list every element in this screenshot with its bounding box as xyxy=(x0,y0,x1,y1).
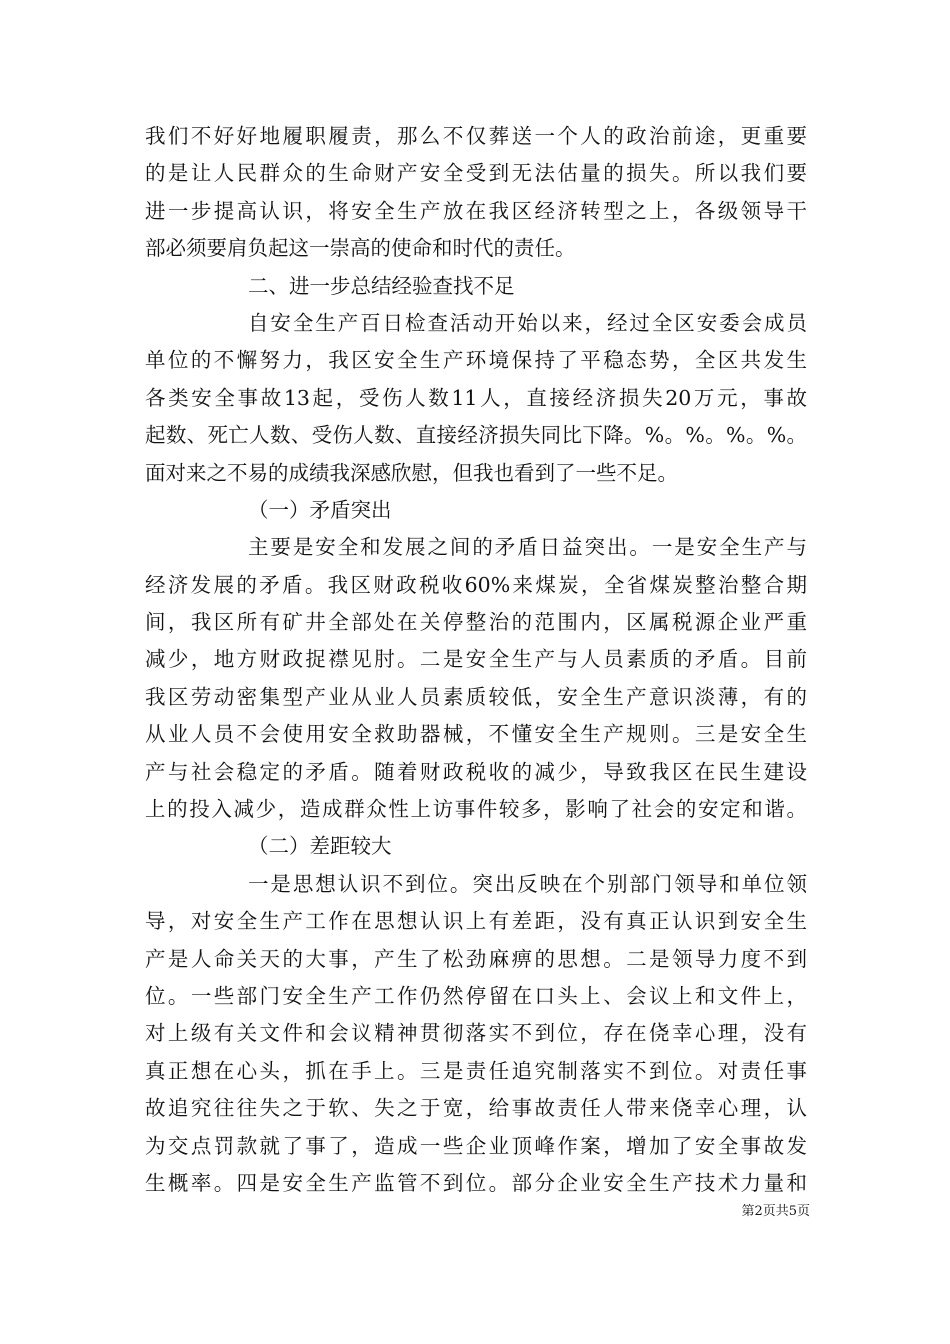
text-line: 产与社会稳定的矛盾。随着财政税收的减少，导致我区在民生建设 xyxy=(145,759,807,784)
page-number-footer: 第2页共5页 xyxy=(741,1204,810,1219)
text-line: 进一步提高认识，将安全生产放在我区经济转型之上，各级领导干 xyxy=(145,198,807,223)
text-line: 上的投入减少，造成群众性上访事件较多，影响了社会的安定和谐。 xyxy=(145,797,807,822)
text-line: 我们不好好地履职履责，那么不仅葬送一个人的政治前途，更重要 xyxy=(145,124,807,148)
text-line: 部必须要肩负起这一崇高的使命和时代的责任。 xyxy=(145,236,576,261)
text-line: 经济发展的矛盾。我区财政税收60%来煤炭，全省煤炭整治整合期 xyxy=(145,572,807,597)
text-line: 间，我区所有矿井全部处在关停整治的范围内，区属税源企业严重 xyxy=(145,610,807,635)
text-line: 减少，地方财政捉襟见肘。二是安全生产与人员素质的矛盾。目前 xyxy=(145,647,807,672)
text-line: 生概率。四是安全生产监管不到位。部分企业安全生产技术力量和 xyxy=(145,1170,807,1195)
text-line: 我区劳动密集型产业从业人员素质较低，安全生产意识淡薄，有的 xyxy=(145,684,807,709)
section-heading: （一）矛盾突出 xyxy=(248,497,392,522)
section-heading: （二）差距较大 xyxy=(248,834,392,859)
text-line: 各类安全事故13起，受伤人数11人，直接经济损失20万元，事故 xyxy=(145,385,807,410)
text-line: 从业人员不会使用安全救助器械，不懂安全生产规则。三是安全生 xyxy=(145,722,807,747)
text-line: 故追究往往失之于软、失之于宽，给事故责任人带来侥幸心理，认 xyxy=(145,1096,807,1121)
text-line: 真正想在心头，抓在手上。三是责任追究制落实不到位。对责任事 xyxy=(145,1058,807,1083)
section-heading: 二、进一步总结经验查找不足 xyxy=(248,273,515,298)
text-line: 导，对安全生产工作在思想认识上有差距，没有真正认识到安全生 xyxy=(145,909,807,934)
text-line: 对上级有关文件和会议精神贯彻落实不到位，存在侥幸心理，没有 xyxy=(145,1021,807,1046)
text-line: 起数、死亡人数、受伤人数、直接经济损失同比下降。%。%。%。%。 xyxy=(145,423,807,448)
document-body xyxy=(145,118,807,1202)
text-line: 位。一些部门安全生产工作仍然停留在口头上、会议上和文件上， xyxy=(145,983,807,1008)
text-line: 为交点罚款就了事了，造成一些企业顶峰作案，增加了安全事故发 xyxy=(145,1133,807,1158)
text-line: 的是让人民群众的生命财产安全受到无法估量的损失。所以我们要 xyxy=(145,161,807,186)
text-line: 单位的不懈努力，我区安全生产环境保持了平稳态势，全区共发生 xyxy=(145,348,807,373)
text-line: 产是人命关天的大事，产生了松劲麻痹的思想。二是领导力度不到 xyxy=(145,946,807,971)
text-line: 自安全生产百日检查活动开始以来，经过全区安委会成员 xyxy=(248,310,807,335)
text-line: 主要是安全和发展之间的矛盾日益突出。一是安全生产与 xyxy=(248,535,807,560)
text-line: 一是思想认识不到位。突出反映在个别部门领导和单位领 xyxy=(248,871,807,896)
text-line: 面对来之不易的成绩我深感欣慰，但我也看到了一些不足。 xyxy=(145,460,678,485)
